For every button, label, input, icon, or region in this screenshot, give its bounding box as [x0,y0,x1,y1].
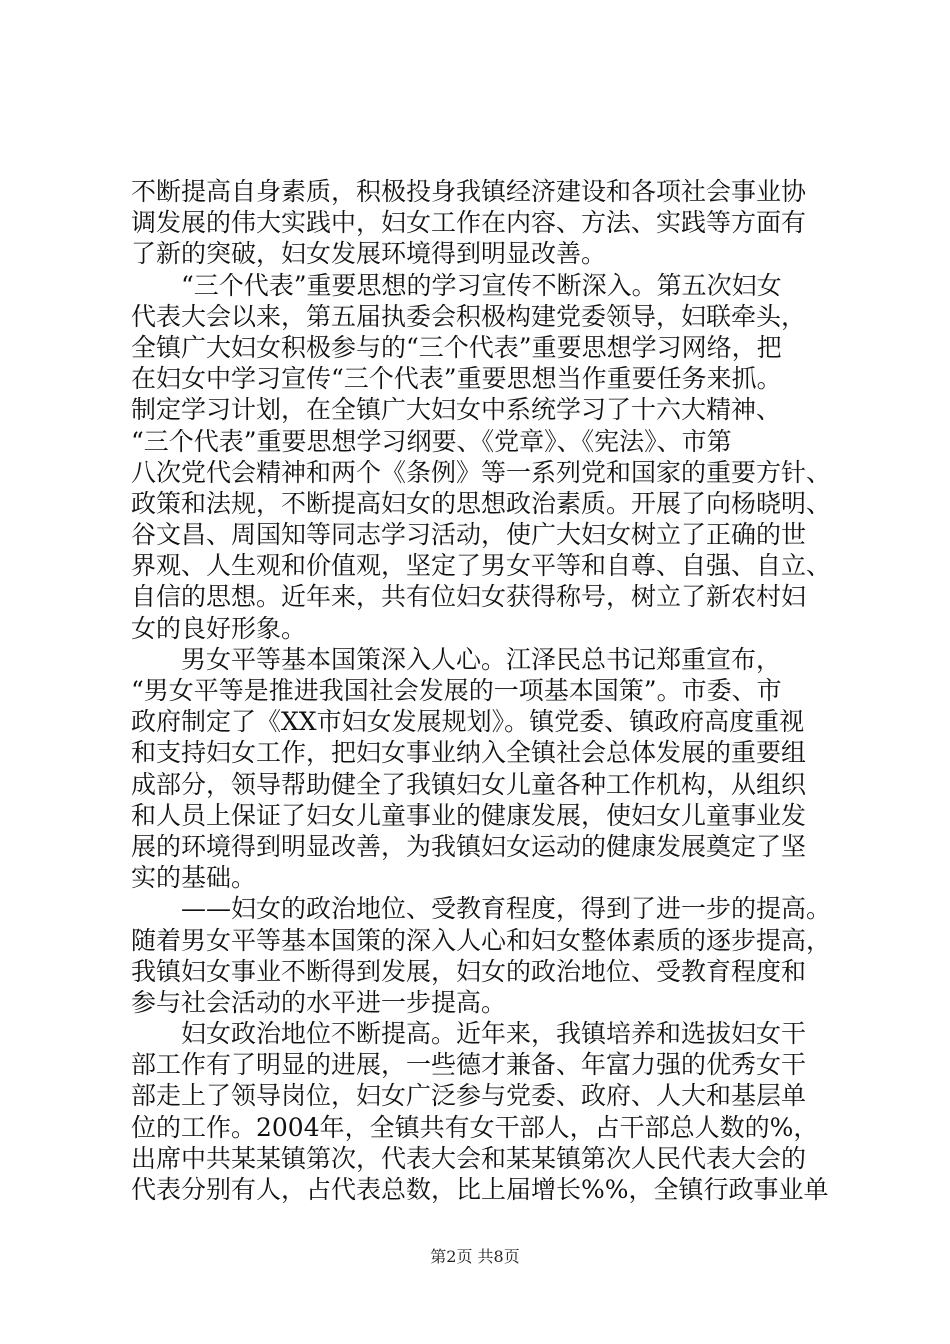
text-line: 了新的突破，妇女发展环境得到明显改善。 [131,239,607,269]
paragraph-start-line: 男女平等基本国策深入人心。江泽民总书记郑重宣布， [181,644,782,674]
text-line: 部走上了领导岗位，妇女广泛参与党委、政府、人大和基层单 [131,1081,807,1111]
text-line: 参与社会活动的水平进一步提高。 [131,987,507,1017]
paragraph-start-line: “三个代表”重要思想的学习宣传不断深入。第五次妇女 [181,270,782,300]
text-line: 随着男女平等基本国策的深入人心和妇女整体素质的逐步提高， [131,925,831,955]
document-body [131,176,831,1205]
text-line: 部工作有了明显的进展，一些德才兼备、年富力强的优秀女干 [131,1050,807,1080]
text-line: 展的环境得到明显改善，为我镇妇女运动的健康发展奠定了坚 [131,831,807,861]
text-line: 出席中共某某镇第次，代表大会和某某镇第次人民代表大会的 [131,1143,807,1173]
text-line: 实的基础。 [131,863,257,893]
text-line: 自信的思想。近年来，共有位妇女获得称号，树立了新农村妇 [131,582,807,612]
text-line: 位的工作。2004年，全镇共有女干部人，占干部总人数的%， [131,1112,819,1142]
text-line: 调发展的伟大实践中，妇女工作在内容、方法、实践等方面有 [131,208,807,238]
text-line: 政策和法规，不断提高妇女的思想政治素质。开展了向杨晓明、 [131,488,831,518]
page-number-footer: 第2页 共8页 [430,1247,520,1266]
text-line: 我镇妇女事业不断得到发展，妇女的政治地位、受教育程度和 [131,956,807,986]
text-line: “三个代表”重要思想学习纲要、《党章》、《宪法》、市第 [131,426,732,456]
text-line: 谷文昌、周国知等同志学习活动，使广大妇女树立了正确的世 [131,520,807,550]
paragraph-start-line: ——妇女的政治地位、受教育程度，得到了进一步的提高。 [181,894,831,924]
paragraph-start-line: 妇女政治地位不断提高。近年来，我镇培养和选拔妇女干 [181,1019,807,1049]
text-line: 不断提高自身素质，积极投身我镇经济建设和各项社会事业协 [131,177,807,206]
text-line: “男女平等是推进我国社会发展的一项基本国策”。市委、市 [131,676,782,705]
text-line: 代表大会以来，第五届执委会积极构建党委领导，妇联牵头， [131,301,807,331]
text-line: 女的良好形象。 [131,613,307,643]
text-line: 界观、人生观和价值观，坚定了男女平等和自尊、自强、自立、 [131,551,831,581]
text-line: 代表分别有人，占代表总数，比上届增长%%，全镇行政事业单 [131,1175,829,1204]
text-line: 成部分，领导帮助健全了我镇妇女儿童各种工作机构，从组织 [131,769,807,799]
text-line: 在妇女中学习宣传“三个代表”重要思想当作重要任务来抓。 [131,364,782,394]
text-line: 和人员上保证了妇女儿童事业的健康发展，使妇女儿童事业发 [131,800,807,830]
text-line: 政府制定了《XX市妇女发展规划》。镇党委、镇政府高度重视 [131,707,805,737]
text-line: 和支持妇女工作，把妇女事业纳入全镇社会总体发展的重要组 [131,738,807,768]
text-line: 制定学习计划，在全镇广大妇女中系统学习了十六大精神、 [131,395,782,425]
text-line: 全镇广大妇女积极参与的“三个代表”重要思想学习网络，把 [131,332,782,362]
text-line: 八次党代会精神和两个《条例》等一系列党和国家的重要方针、 [131,457,831,487]
